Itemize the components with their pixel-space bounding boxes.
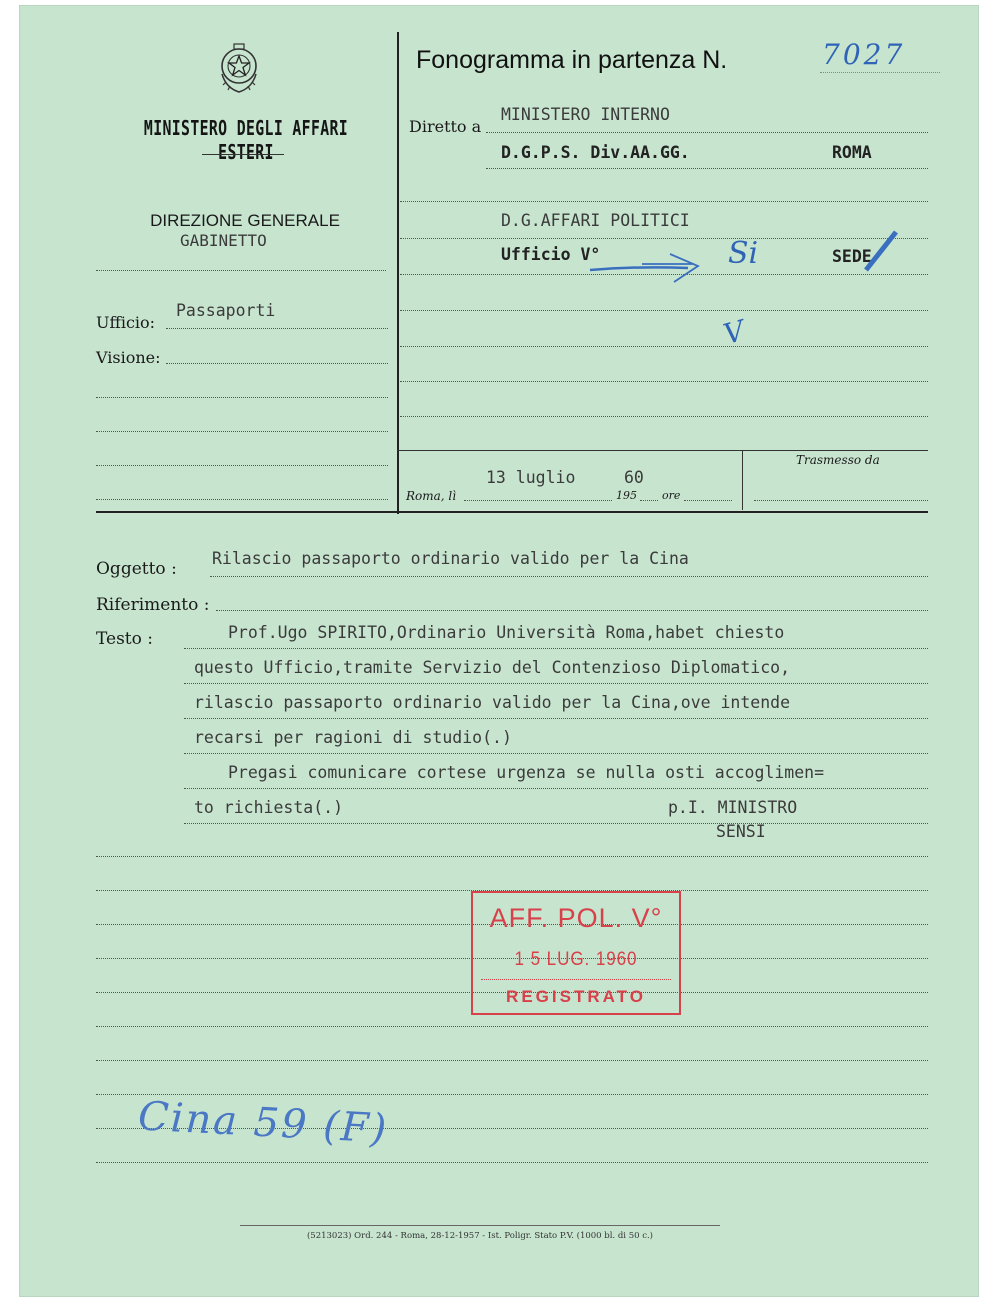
signature-line1: p.I. MINISTRO: [668, 798, 798, 817]
body-line: to richiesta(.): [194, 798, 344, 817]
visione-label: Visione:: [96, 348, 161, 367]
recipient-place: SEDE: [832, 247, 872, 266]
ufficio-value: Passaporti: [176, 301, 276, 320]
recipient-line1: MINISTERO INTERNO: [501, 105, 670, 124]
year-prefix: 195: [616, 489, 637, 502]
stamp-registrato: REGISTRATO: [506, 987, 646, 1006]
hand-initial: V: [720, 313, 749, 352]
recipient-city: ROMA: [832, 143, 872, 162]
trasmesso-label: Trasmesso da: [796, 453, 880, 467]
handwritten-annotation: Cina 59 (F): [136, 1093, 390, 1153]
diretto-label: Diretto a: [409, 117, 482, 136]
testo-label: Testo :: [96, 629, 154, 649]
ore-label: ore: [662, 489, 681, 502]
arrow-mark-icon: [588, 252, 708, 292]
date-value: 13 luglio: [486, 468, 576, 487]
hand-mark-si: Si: [728, 236, 759, 271]
year-value: 60: [624, 468, 644, 487]
oggetto-label: Oggetto :: [96, 559, 177, 579]
italian-emblem-icon: [216, 38, 262, 96]
print-note: (5213023) Ord. 244 - Roma, 28-12-1957 - Ist. Poligr. Stato P.V. (1000 bl. di 50 c.): [306, 1231, 653, 1241]
direzione-generale: DIREZIONE GENERALE: [150, 211, 340, 230]
body-line: recarsi per ragioni di studio(.): [194, 728, 512, 747]
ministry-name: MINISTERO DEGLI AFFARI ESTERI: [143, 116, 349, 164]
registration-stamp: [471, 891, 681, 1015]
fonogramma-document: [20, 6, 978, 1296]
body-line: Pregasi comunicare cortese urgenza se nulla osti accoglimen=: [228, 763, 825, 782]
fonogramma-number: 7027: [822, 38, 906, 71]
header-divider: [397, 32, 399, 514]
ministry-underline: [202, 154, 284, 155]
recipient-line4: Ufficio V°: [501, 245, 601, 264]
stamp-office: AFF. POL. V°: [489, 903, 663, 933]
ufficio-label: Ufficio:: [96, 313, 156, 332]
riferimento-label: Riferimento :: [96, 595, 210, 615]
body-line: Prof.Ugo SPIRITO,Ordinario Università Roma,habet chiesto: [228, 623, 785, 642]
body-line: rilascio passaporto ordinario valido per la Cina,ove intende: [194, 693, 791, 712]
recipient-line2: D.G.P.S. Div.AA.GG.: [501, 143, 690, 162]
stamp-date: 1 5 LUG. 1960: [514, 949, 638, 970]
fonogramma-title: Fonogramma in partenza N.: [416, 46, 728, 74]
oggetto-value: Rilascio passaporto ordinario valido per la Cina: [212, 549, 689, 568]
gabinetto: GABINETTO: [180, 231, 267, 250]
body-line: questo Ufficio,tramite Servizio del Contenzioso Diplomatico,: [194, 658, 791, 677]
roma-label: Roma, lì: [406, 489, 457, 503]
recipient-line3: D.G.AFFARI POLITICI: [501, 211, 690, 230]
strike-mark-icon: [862, 230, 902, 274]
signature-line2: SENSI: [716, 822, 766, 841]
header-rule: [96, 511, 928, 513]
